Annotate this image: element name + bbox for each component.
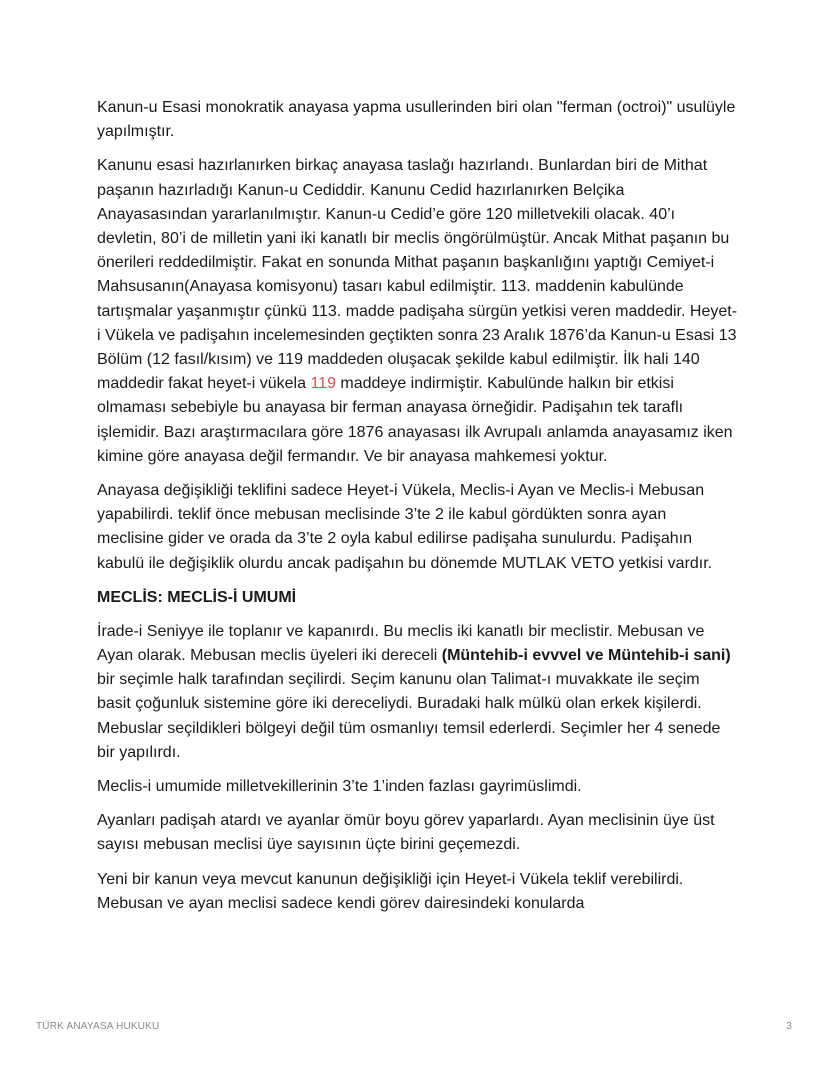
paragraph-text: İrade-i Seniyye ile toplanır ve kapanırdı. Bu meclis iki kanatlı bir meclistir. Mebusan ve Ayan olarak. Mebusan meclis üyeleri iki dereceli xyxy=(97,622,705,665)
paragraph-anayasa-degisikligi: Anayasa değişikliği teklifini sadece Heyet-i Vükela, Meclis-i Ayan ve Meclis-i Mebusan yapabilirdi. teklif önce mebusan meclisinde 3’te 2 ile kabul gördükten sonra ayan meclisine gider ve orada da 3’te 2 oyla kabul edilirse padişaha sunulurdu. Padişahın kabulü ile değişiklik olurdu ancak padişahın bu dönemde MUTLAK VETO yetkisi vardır. xyxy=(97,482,713,572)
paragraph-ferman-usulu: Kanun-u Esasi monokratik anayasa yapma usullerinden biri olan "ferman (octroi)" usulüyle yapılmıştır. xyxy=(97,99,736,141)
page-number: 3 xyxy=(786,1021,792,1032)
highlighted-number: 119 xyxy=(310,375,336,393)
paragraph-kanun-teklifi: Yeni bir kanun veya mevcut kanunun değişikliği için Heyet-i Vükela teklif verebilirdi. Mebusan ve ayan meclisi sadece kendi görev dairesindeki konularda xyxy=(97,870,684,912)
bold-term: (Müntehib-i evvvel ve Müntehib-i sani) xyxy=(441,647,731,665)
paragraph-meclis-yapisi xyxy=(97,620,737,765)
paragraph-ayan-meclisi: Ayanları padişah atardı ve ayanlar ömür boyu görev yaparlardı. Ayan meclisinin üye üst sayısı mebusan meclisi üye sayısının üçte birini geçemezdi. xyxy=(97,812,715,854)
paragraph-text: bir seçimle halk tarafından seçilirdi. Seçim kanunu olan Talimat-ı muvakkate ile seçim basit çoğunluk sistemine göre iki dereceliydi. Buradaki halk mülkü olan erkek kişilerdi. Mebuslar seçildikleri bölgeyi değil tüm osmanlıyı temsil ederlerdi. Seçimler her 4 senede bir yapılırdı. xyxy=(97,671,721,761)
footer-title: TÜRK ANAYASA HUKUKU xyxy=(36,1021,160,1032)
paragraph-text: maddeye indirmiştir. Kabulünde halkın bir etkisi olmaması sebebiyle bu anayasa bir ferman anayasa örneğidir. Padişahın tek taraflı işlemidir. Bazı araştırmacılara göre 1876 anayasası ilk Avrupalı anlamda anayasamız iken kimine göre anayasa değil fermandır. Ve bir anayasa mahkemesi yoktur. xyxy=(97,375,733,465)
paragraph-text: Kanunu esasi hazırlanırken birkaç anayasa taslağı hazırlandı. Bunlardan biri de Mithat paşanın hazırladığı Kanun-u Cediddir. Kanunu Cedid hazırlanırken Belçika Anayasasından yararlanılmıştır. Kanun-u Cedid’e göre 120 milletvekili olacak. 40’ı devletin, 80’i de milletin yani iki kanatlı bir meclis öngörülmüştür. Ancak Mithat paşanın bu önerileri reddedilmiştir. Fakat en sonunda Mithat paşanın başkanlığını yaptığı Cemiyet-i Mahsusanın(Anayasa komisyonu) tasarı kabul edilmiştir. 113. maddenin kabulünde tartışmalar yaşanmıştır çünkü 113. madde padişaha sürgün yetkisi veren maddedir. Heyet-i Vükela ve padişahın incelemesinden geçtikten sonra 23 Aralık 1876’da Kanun-u Esasi 13 Bölüm (12 fasıl/kısım) ve 119 maddeden oluşacak şekilde kabul edilmiştir. İlk hali 140 maddedir fakat heyet-i vükela xyxy=(97,157,738,393)
paragraph-gayrimuslim: Meclis-i umumide milletvekillerinin 3’te 1’inden fazlası gayrimüslimdi. xyxy=(97,778,582,796)
page-footer xyxy=(36,1021,792,1032)
document-body xyxy=(97,96,737,926)
section-heading: MECLİS: MECLİS-İ UMUMİ xyxy=(97,588,297,606)
paragraph-kanun-u-cedid xyxy=(97,154,737,469)
